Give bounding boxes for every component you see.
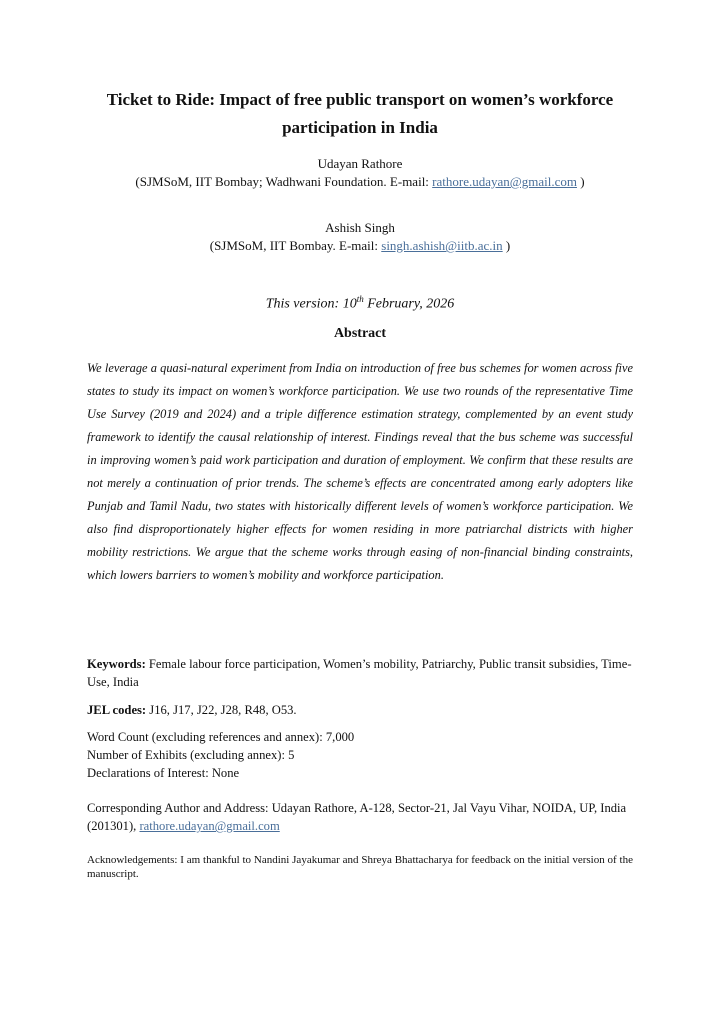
version-date: This version: 10th February, 2026 xyxy=(265,294,455,312)
declarations: Declarations of Interest: None xyxy=(87,766,240,780)
keywords-value: Female labour force participation, Women’s mobility, Patriarchy, Public transit subsidies, Time-Use, India xyxy=(87,657,632,689)
abstract-text: We leverage a quasi-natural experiment from India on introduction of free bus schemes for women across five states to study its impact on women’s workforce participation. We use two rounds of the representative Time Use Survey (2019 and 2024) and a triple difference estimation strategy, complemented by an event study framework to identify the causal relationship of interest. Findings reveal that the bus scheme was successful in improving women’s paid work participation and duration of employment. We confirm that these results are not merely a continuation of prior trends. The scheme’s effects are concentrated among early adopters like Punjab and Tamil Nadu, two states with historically different levels of women’s workforce participation. We also find disproportionately higher effects for women residing in more patriarchal districts with higher mobility restrictions. We argue that the scheme works through easing of non-financial binding constraints, which lowers barriers to women’s mobility and workforce participation. xyxy=(87,361,633,582)
exhibit-count: Number of Exhibits (excluding annex): 5 xyxy=(87,748,295,762)
abstract-heading: Abstract xyxy=(333,326,387,341)
word-count: Word Count (excluding references and annex): 7,000 xyxy=(87,730,355,744)
keywords xyxy=(87,655,633,691)
author-block-1 xyxy=(60,155,660,191)
jel-label: JEL codes: xyxy=(87,703,147,717)
author-email-link[interactable]: rathore.udayan@gmail.com xyxy=(432,174,577,189)
corresponding-email-link[interactable]: rathore.udayan@gmail.com xyxy=(139,819,280,833)
paper-title: Ticket to Ride: Impact of free public transport on women’s workforce participation in India xyxy=(106,90,614,137)
corresponding-author: Corresponding Author and Address: Udayan Rathore, A-128, Sector-21, Jal Vayu Vihar, NOIDA, UP, India (201301), rathore.udayan@gmail.com xyxy=(87,801,627,833)
author-email-link[interactable]: singh.ashish@iitb.ac.in xyxy=(381,238,503,253)
keywords-label: Keywords: xyxy=(87,657,146,671)
manuscript-stats xyxy=(87,728,633,782)
jel-codes xyxy=(87,701,633,719)
author-affiliation: (SJMSoM, IIT Bombay. E-mail: singh.ashish@iitb.ac.in ) xyxy=(209,238,511,253)
author-block-2 xyxy=(60,219,660,255)
acknowledgements: Acknowledgements: I am thankful to Nandini Jayakumar and Shreya Bhattacharya for feedback on the initial version of the manuscript. xyxy=(87,854,633,880)
author-affiliation: (SJMSoM, IIT Bombay; Wadhwani Foundation. E-mail: rathore.udayan@gmail.com ) xyxy=(135,174,585,189)
author-name: Ashish Singh xyxy=(325,220,395,235)
jel-value: J16, J17, J22, J28, R48, O53. xyxy=(146,703,297,717)
author-name: Udayan Rathore xyxy=(317,156,403,171)
